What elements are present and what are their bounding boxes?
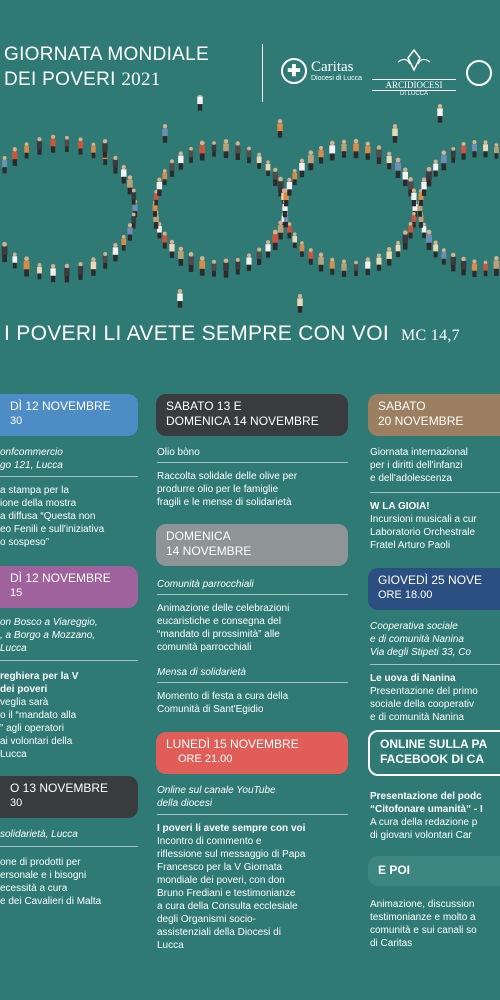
crowd-person — [411, 188, 416, 206]
crowd-person — [102, 139, 108, 158]
crowd-person — [402, 230, 408, 249]
crowd-person — [65, 136, 70, 152]
motto — [4, 322, 460, 346]
caritas-logo-text: Caritas — [311, 59, 354, 75]
event-description: reghiera per la V dei poveri veglia sarà o il “mandato alla ” agli operatori ai volontari della Lucca — [0, 671, 79, 760]
divider — [0, 476, 138, 477]
crowd-person — [188, 252, 194, 272]
crowd-person — [450, 253, 456, 272]
crowd-person — [483, 140, 488, 157]
crowd-person — [37, 263, 42, 279]
event-date: GIOVEDÌ 25 NOVE — [378, 573, 483, 587]
event-description: a stampa per la ione della mostra a diffusa “Questa non eo Fenili e sull'iniziativa o sospeso” — [0, 485, 105, 548]
event-description: Animazione delle celebrazioni eucaristiche e consegna del “mandato di prossimità” alle comunità parrocchiali — [157, 603, 290, 653]
event-title: I poveri li avete sempre con voi — [157, 823, 306, 834]
crowd-person — [472, 140, 477, 157]
crowd-illustration — [0, 95, 500, 325]
bishop-crest-icon — [394, 48, 434, 74]
crowd-person — [169, 159, 174, 177]
crowd-person — [441, 248, 446, 264]
crowd-person — [246, 253, 251, 271]
crowd-person — [365, 142, 370, 160]
title-year: 2021 — [121, 69, 161, 90]
crowd-person — [178, 151, 183, 169]
crowd-person — [24, 142, 29, 158]
event-date: DÌ 12 NOVEMBRE — [10, 399, 111, 413]
crowd-person — [494, 143, 499, 159]
event-date: SABATO — [378, 399, 426, 413]
event-date-badge — [0, 776, 138, 818]
crowd-person — [483, 261, 488, 277]
event-description: Momento di festa a cura della Comunità di Sant'Egidio — [157, 691, 289, 715]
crowd-person — [494, 256, 500, 276]
arcidiocesi-logo-text: ARCIDIOCESI — [372, 79, 456, 91]
crowd-person — [461, 142, 466, 160]
crowd-person — [297, 294, 303, 313]
event-date-badge — [0, 394, 138, 436]
crowd-person — [330, 258, 335, 275]
crowd-person — [131, 189, 136, 205]
crowd-person — [223, 139, 229, 158]
crowd-person — [451, 147, 456, 163]
event-description: Le uova di Nanina Presentazione del primo sociale della cooperativ e di comunità Nanina — [370, 673, 478, 723]
event-date-badge: DOMENICA 14 NOVEMBRE — [156, 524, 348, 566]
crowd-person — [127, 223, 132, 241]
crowd-person — [412, 212, 417, 228]
crowd-person — [299, 159, 304, 178]
crowd-person — [433, 240, 438, 257]
crowd-person — [197, 95, 203, 111]
crowd-person — [257, 248, 262, 266]
crowd-person — [113, 243, 118, 261]
event-time: 15 — [10, 587, 23, 599]
crowd-person — [212, 141, 217, 156]
event-date: SABATO 13 E — [166, 399, 242, 413]
crowd-person — [395, 158, 401, 178]
divider — [0, 660, 138, 661]
crowd-person — [272, 230, 278, 250]
crowd-person — [441, 150, 447, 170]
crowd-person — [277, 119, 283, 138]
crowd-person — [292, 169, 297, 185]
arcidiocesi-logo — [372, 48, 456, 98]
event-title: Presentazione del podc — [370, 791, 482, 802]
event-date-badge — [156, 732, 348, 774]
crowd-person — [78, 137, 83, 154]
event-place: onfcommercio go 121, Lucca — [0, 447, 63, 471]
crowd-person — [12, 147, 18, 166]
crowd-person — [365, 257, 370, 275]
crowd-person — [37, 137, 42, 155]
crowd-person — [127, 175, 133, 194]
title-line-2: DEI POVERI — [4, 69, 116, 90]
crowd-person — [354, 261, 359, 276]
event-description: Animazione, discussion testimonianze e molto a comunità e sui canali so di Caritas — [370, 899, 477, 949]
event-date-badge — [0, 566, 138, 608]
event-time: ORE 21.00 — [178, 753, 233, 765]
crowd-person — [223, 259, 229, 278]
arcidiocesi-logo-subtext: DI LUCCA — [399, 91, 428, 97]
crowd-person — [308, 150, 314, 170]
crowd-person — [162, 232, 167, 249]
crowd-person — [91, 257, 96, 276]
event-date: DOMENICA — [166, 529, 231, 543]
crowd-person — [376, 145, 381, 164]
event-place: Cooperativa sociale e di comunità Nanina Via degli Stipeti 33, Co — [370, 621, 471, 658]
event-place: Comunità parrocchiali — [157, 579, 254, 590]
event-date: DÌ 12 NOVEMBRE — [10, 571, 111, 585]
crowd-person — [121, 235, 126, 251]
crowd-person — [386, 247, 391, 265]
event-description: W LA GIOIA! Incursioni musicali a cur Laboratorio Orchestrale Fratel Arturo Paoli — [370, 501, 477, 551]
crowd-person — [212, 260, 217, 277]
event-description: Giornata internazional per i diritti dell'infanzi e dell'adolescenza — [370, 447, 468, 484]
crowd-person — [461, 257, 466, 276]
divider — [157, 682, 348, 683]
event-place: Mensa di solidarietà — [157, 667, 246, 678]
event-place: solidarietà, Lucca — [0, 829, 78, 840]
crowd-person — [24, 256, 30, 276]
crowd-person — [426, 167, 432, 187]
crowd-person — [318, 146, 323, 164]
online-facebook-badge: ONLINE SULLA PA FACEBOOK DI CA — [368, 730, 500, 776]
crowd-person — [131, 213, 136, 229]
crowd-person — [162, 124, 168, 143]
event-time: ORE 18.00 — [378, 589, 433, 601]
event-description: I poveri li avete sempre con voi Incontro di commento e riflessione sul messaggio di Papa Francesco per la V Giornata mondiale dei poveri, con don Bruno Frediani e testimonianze a cura della Consulta ecclesiale degli Organismi socio- assistenziali della Diocesi di Lucca — [157, 823, 306, 951]
event-time: 30 — [10, 797, 23, 809]
event-date: LUNEDÌ 15 NOVEMBRE — [166, 737, 299, 751]
crowd-person — [403, 167, 408, 186]
crowd-person — [266, 160, 271, 176]
crowd-person — [189, 147, 194, 163]
event-description: Raccolta solidale delle olive per produrre olio per le famiglie fragili e le mense di solidarietà — [157, 471, 298, 508]
third-logo-icon — [466, 60, 492, 86]
crowd-person — [341, 259, 346, 277]
motto-text: I POVERI LI AVETE SEMPRE CON VOI — [4, 322, 389, 345]
caritas-cross-icon: ✚ — [281, 58, 307, 84]
event-time: 30 — [10, 415, 23, 427]
divider — [370, 664, 500, 665]
crowd-person — [408, 222, 413, 238]
crowd-person — [177, 289, 183, 308]
crowd-person — [433, 160, 438, 177]
crowd-person — [472, 259, 477, 277]
crowd-person — [392, 124, 398, 143]
crowd-person — [235, 258, 240, 275]
crowd-person — [2, 156, 7, 173]
title-line-1: GIORNATA MONDIALE — [4, 44, 209, 65]
crowd-person — [12, 253, 17, 269]
crowd-person — [300, 241, 305, 257]
crowd-person — [273, 168, 278, 186]
event-place: Online sul canale YouTube della diocesi — [157, 785, 276, 809]
crowd-person — [199, 141, 205, 161]
crowd-person — [91, 143, 96, 159]
motto-reference: MC 14,7 — [400, 327, 460, 344]
crowd-person — [178, 247, 184, 266]
crowd-person — [287, 178, 292, 196]
crowd-person — [257, 153, 262, 169]
crowd-person — [308, 248, 313, 265]
crowd-person — [292, 232, 297, 248]
event-description: one di prodotti per ersonale e i bisogni ecessità a cura e dei Cavalieri di Malta — [0, 857, 102, 907]
crowd-person — [265, 240, 270, 258]
crowd-person — [169, 240, 174, 258]
crowd-person — [421, 178, 426, 196]
caritas-logo-subtext: Diocesi di Lucca — [311, 75, 362, 82]
crowd-person — [437, 104, 443, 123]
crowd-person — [199, 256, 205, 276]
caritas-logo — [281, 58, 362, 84]
crowd-person — [278, 221, 284, 240]
crowd-person — [64, 264, 70, 283]
event-title: W LA GIOIA! — [370, 501, 430, 512]
crowd-person — [78, 262, 83, 280]
event-place: on Bosco a Viareggio, , a Borgo a Mozzano, Lucca — [0, 617, 98, 654]
crowd-person — [113, 156, 118, 174]
e-poi-badge: E POI — [368, 856, 500, 886]
crowd-person — [103, 252, 108, 269]
event-title: Le uova di Nanina — [370, 673, 456, 684]
crowd-person — [2, 242, 8, 262]
divider — [157, 462, 348, 463]
crowd-person — [235, 141, 240, 160]
crowd-person — [387, 152, 392, 170]
crowd-person — [329, 141, 335, 161]
crowd-person — [157, 178, 162, 196]
crowd-person — [396, 241, 401, 257]
crowd-person — [376, 253, 381, 270]
divider — [370, 492, 500, 493]
crowd-person — [121, 165, 126, 183]
divider — [157, 814, 348, 815]
crowd-person — [426, 230, 432, 250]
divider — [157, 594, 348, 595]
crowd-person — [341, 140, 346, 158]
crowd-person — [50, 135, 55, 153]
crowd-person — [50, 264, 55, 282]
page-title — [4, 42, 209, 92]
event-description: Presentazione del podc “Citofonare umanità” - I A cura della redazione p di giovani volontari Car — [370, 791, 483, 841]
crowd-person — [247, 147, 252, 163]
event-date-badge: SABATO 13 E DOMENICA 14 NOVEMBRE — [156, 394, 348, 436]
header-divider — [262, 44, 263, 102]
divider — [0, 846, 138, 847]
crowd-person — [318, 253, 324, 272]
event-date: O 13 NOVEMBRE — [10, 781, 109, 795]
crowd-person — [162, 169, 167, 185]
event-date-badge — [368, 568, 500, 610]
event-title: Olio bòno — [157, 447, 200, 458]
event-date-badge: SABATO 20 NOVEMBRE — [368, 394, 500, 436]
crowd-person — [353, 139, 359, 158]
